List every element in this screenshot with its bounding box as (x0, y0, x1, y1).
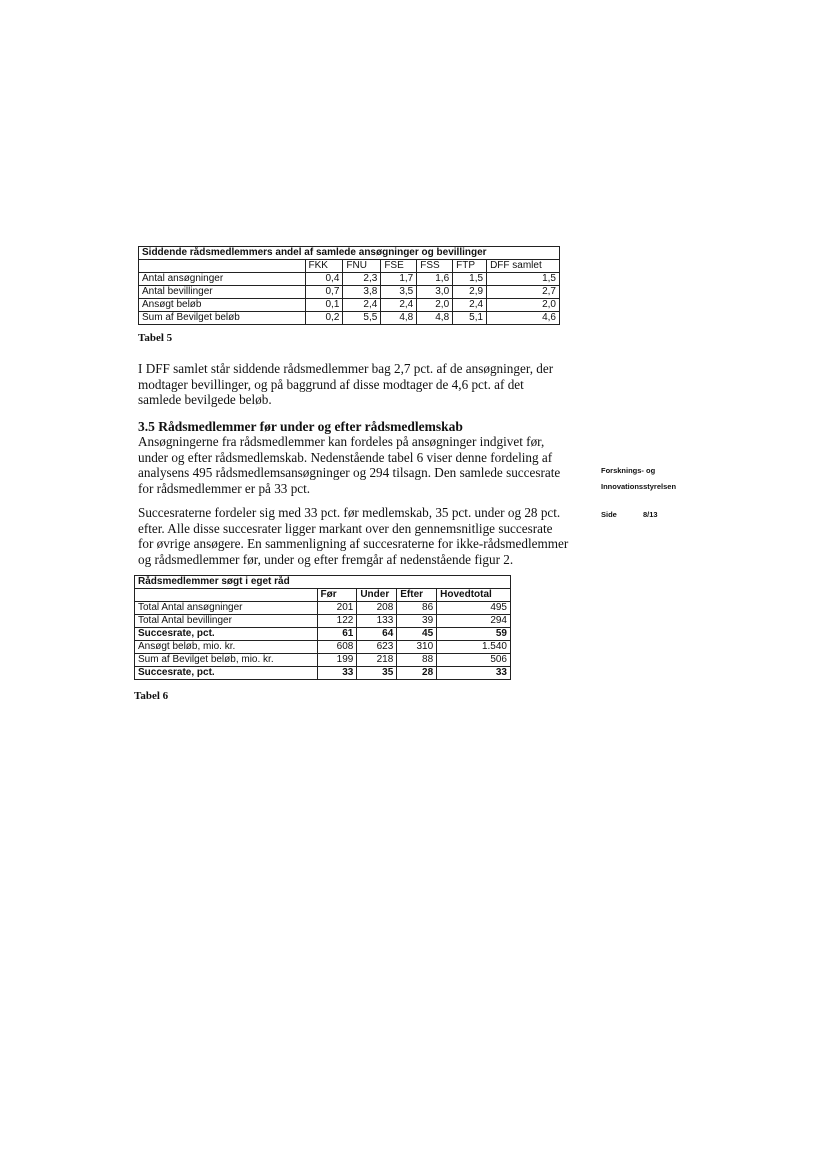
row-label: Total Antal ansøgninger (135, 602, 318, 615)
table-cell: 199 (317, 654, 357, 667)
table-cell: 1,6 (417, 273, 453, 286)
table-5-header-cell: FKK (305, 260, 343, 273)
table-cell: 5,1 (453, 312, 487, 325)
table-row (135, 641, 511, 654)
paragraph-1 (138, 361, 598, 408)
table-cell: 64 (357, 628, 397, 641)
text-line: og rådsmedlemmer før, under og efter fremgår af nedenstående figur 2. (138, 551, 514, 567)
table-cell: 208 (357, 602, 397, 615)
text-line: under og efter rådsmedlemskab. Nedenstående tabel 6 viser denne fordeling af (138, 449, 553, 465)
table-cell: 0,4 (305, 273, 343, 286)
section-heading: 3.5 Rådsmedlemmer før under og efter rådsmedlemskab (138, 419, 463, 434)
table-cell: 61 (317, 628, 357, 641)
table-6-header-cell (135, 589, 318, 602)
table-6-header-cell: Før (317, 589, 357, 602)
text-line: efter. Alle disse succesrater ligger markant over den gennemsnitlige succesrate (138, 520, 553, 536)
table-row (139, 286, 560, 299)
table-5-title: Siddende rådsmedlemmers andel af samlede ansøgninger og bevillinger (139, 247, 560, 260)
table-cell: 608 (317, 641, 357, 654)
table-6-title: Rådsmedlemmer søgt i eget råd (135, 576, 511, 589)
text-line: analysens 495 rådsmedlemsansøgninger og 294 tilsagn. Den samlede succesrate (138, 465, 561, 480)
table-cell: 495 (437, 602, 511, 615)
row-label: Ansøgt beløb, mio. kr. (135, 641, 318, 654)
text-line: samlede bevilgede beløb. (138, 392, 272, 407)
table-cell: 2,9 (453, 286, 487, 299)
table-5-header-cell: FTP (453, 260, 487, 273)
table-cell: 2,4 (453, 299, 487, 312)
table-6 (134, 575, 511, 680)
row-label: Succesrate, pct. (135, 628, 318, 641)
row-label: Antal ansøgninger (139, 273, 306, 286)
table-cell: 59 (437, 628, 511, 641)
table-cell: 218 (357, 654, 397, 667)
table-cell: 1,5 (453, 273, 487, 286)
table-cell: 0,1 (305, 299, 343, 312)
table-5 (138, 246, 560, 325)
table-cell: 3,0 (417, 286, 453, 299)
organisation-name-line-1: Forsknings- og (601, 466, 656, 475)
row-label: Total Antal bevillinger (135, 615, 318, 628)
table-cell: 2,7 (487, 286, 560, 299)
table-cell: 2,4 (381, 299, 417, 312)
row-label: Sum af Bevilget beløb, mio. kr. (135, 654, 318, 667)
text-line: Succesraterne fordeler sig med 33 pct. før medlemskab, 35 pct. under og 28 pct. (138, 505, 561, 520)
table-row (135, 615, 511, 628)
table-cell: 4,6 (487, 312, 560, 325)
table-row (139, 312, 560, 325)
table-cell: 4,8 (417, 312, 453, 325)
text-line: Ansøgningerne fra rådsmedlemmer kan fordeles på ansøgninger indgivet før, (138, 434, 545, 449)
row-label: Ansøgt beløb (139, 299, 306, 312)
table-cell: 2,3 (343, 273, 381, 286)
table-cell: 35 (357, 667, 397, 680)
row-label: Succesrate, pct. (135, 667, 318, 680)
text-line: for øvrige ansøgere. En sammenligning af succesraterne for ikke-rådsmedlemmer (138, 536, 569, 551)
table-cell: 310 (397, 641, 437, 654)
table-cell: 1,7 (381, 273, 417, 286)
table-cell: 33 (317, 667, 357, 680)
table-cell: 86 (397, 602, 437, 615)
table-cell: 28 (397, 667, 437, 680)
table-6-header-row (135, 589, 511, 602)
text-line: for rådsmedlemmer er på 33 pct. (138, 480, 311, 496)
table-row (139, 273, 560, 286)
table-cell: 2,4 (343, 299, 381, 312)
paragraph-2 (138, 434, 598, 496)
table-6-caption: Tabel 6 (134, 690, 169, 702)
table-6-header-cell: Hovedtotal (437, 589, 511, 602)
table-6-title-row (135, 576, 511, 589)
row-label: Sum af Bevilget beløb (139, 312, 306, 325)
table-5-header-cell: FSE (381, 260, 417, 273)
table-cell: 0,7 (305, 286, 343, 299)
table-cell: 122 (317, 615, 357, 628)
table-5-caption: Tabel 5 (138, 332, 173, 344)
table-cell: 2,0 (417, 299, 453, 312)
table-row (135, 602, 511, 615)
table-5-header-cell: FNU (343, 260, 381, 273)
table-5-title-row (139, 247, 560, 260)
table-cell: 0,2 (305, 312, 343, 325)
table-6-header-cell: Under (357, 589, 397, 602)
table-6-header-cell: Efter (397, 589, 437, 602)
table-5-header-cell (139, 260, 306, 273)
row-label: Antal bevillinger (139, 286, 306, 299)
table-cell: 3,5 (381, 286, 417, 299)
table-5-header-row (139, 260, 560, 273)
page-label: Side (601, 510, 617, 519)
table-cell: 4,8 (381, 312, 417, 325)
table-row (135, 667, 511, 680)
table-row (139, 299, 560, 312)
table-cell: 3,8 (343, 286, 381, 299)
text-line: modtager bevillinger, og på baggrund af disse modtager de 4,6 pct. af det (138, 376, 524, 392)
table-cell: 88 (397, 654, 437, 667)
table-cell: 5,5 (343, 312, 381, 325)
organisation-name-line-2: Innovationsstyrelsen (601, 482, 677, 491)
table-row (135, 654, 511, 667)
table-cell: 201 (317, 602, 357, 615)
table-row (135, 628, 511, 641)
table-5-header-cell: FSS (417, 260, 453, 273)
table-cell: 294 (437, 615, 511, 628)
text-line: I DFF samlet står siddende rådsmedlemmer bag 2,7 pct. af de ansøgninger, der (138, 361, 554, 376)
table-cell: 2,0 (487, 299, 560, 312)
table-cell: 506 (437, 654, 511, 667)
page-number: 8/13 (643, 510, 658, 519)
table-cell: 623 (357, 641, 397, 654)
table-cell: 39 (397, 615, 437, 628)
table-cell: 33 (437, 667, 511, 680)
table-cell: 1.540 (437, 641, 511, 654)
paragraph-3 (138, 505, 598, 567)
table-cell: 133 (357, 615, 397, 628)
table-cell: 1,5 (487, 273, 560, 286)
table-cell: 45 (397, 628, 437, 641)
table-5-header-cell: DFF samlet (487, 260, 560, 273)
